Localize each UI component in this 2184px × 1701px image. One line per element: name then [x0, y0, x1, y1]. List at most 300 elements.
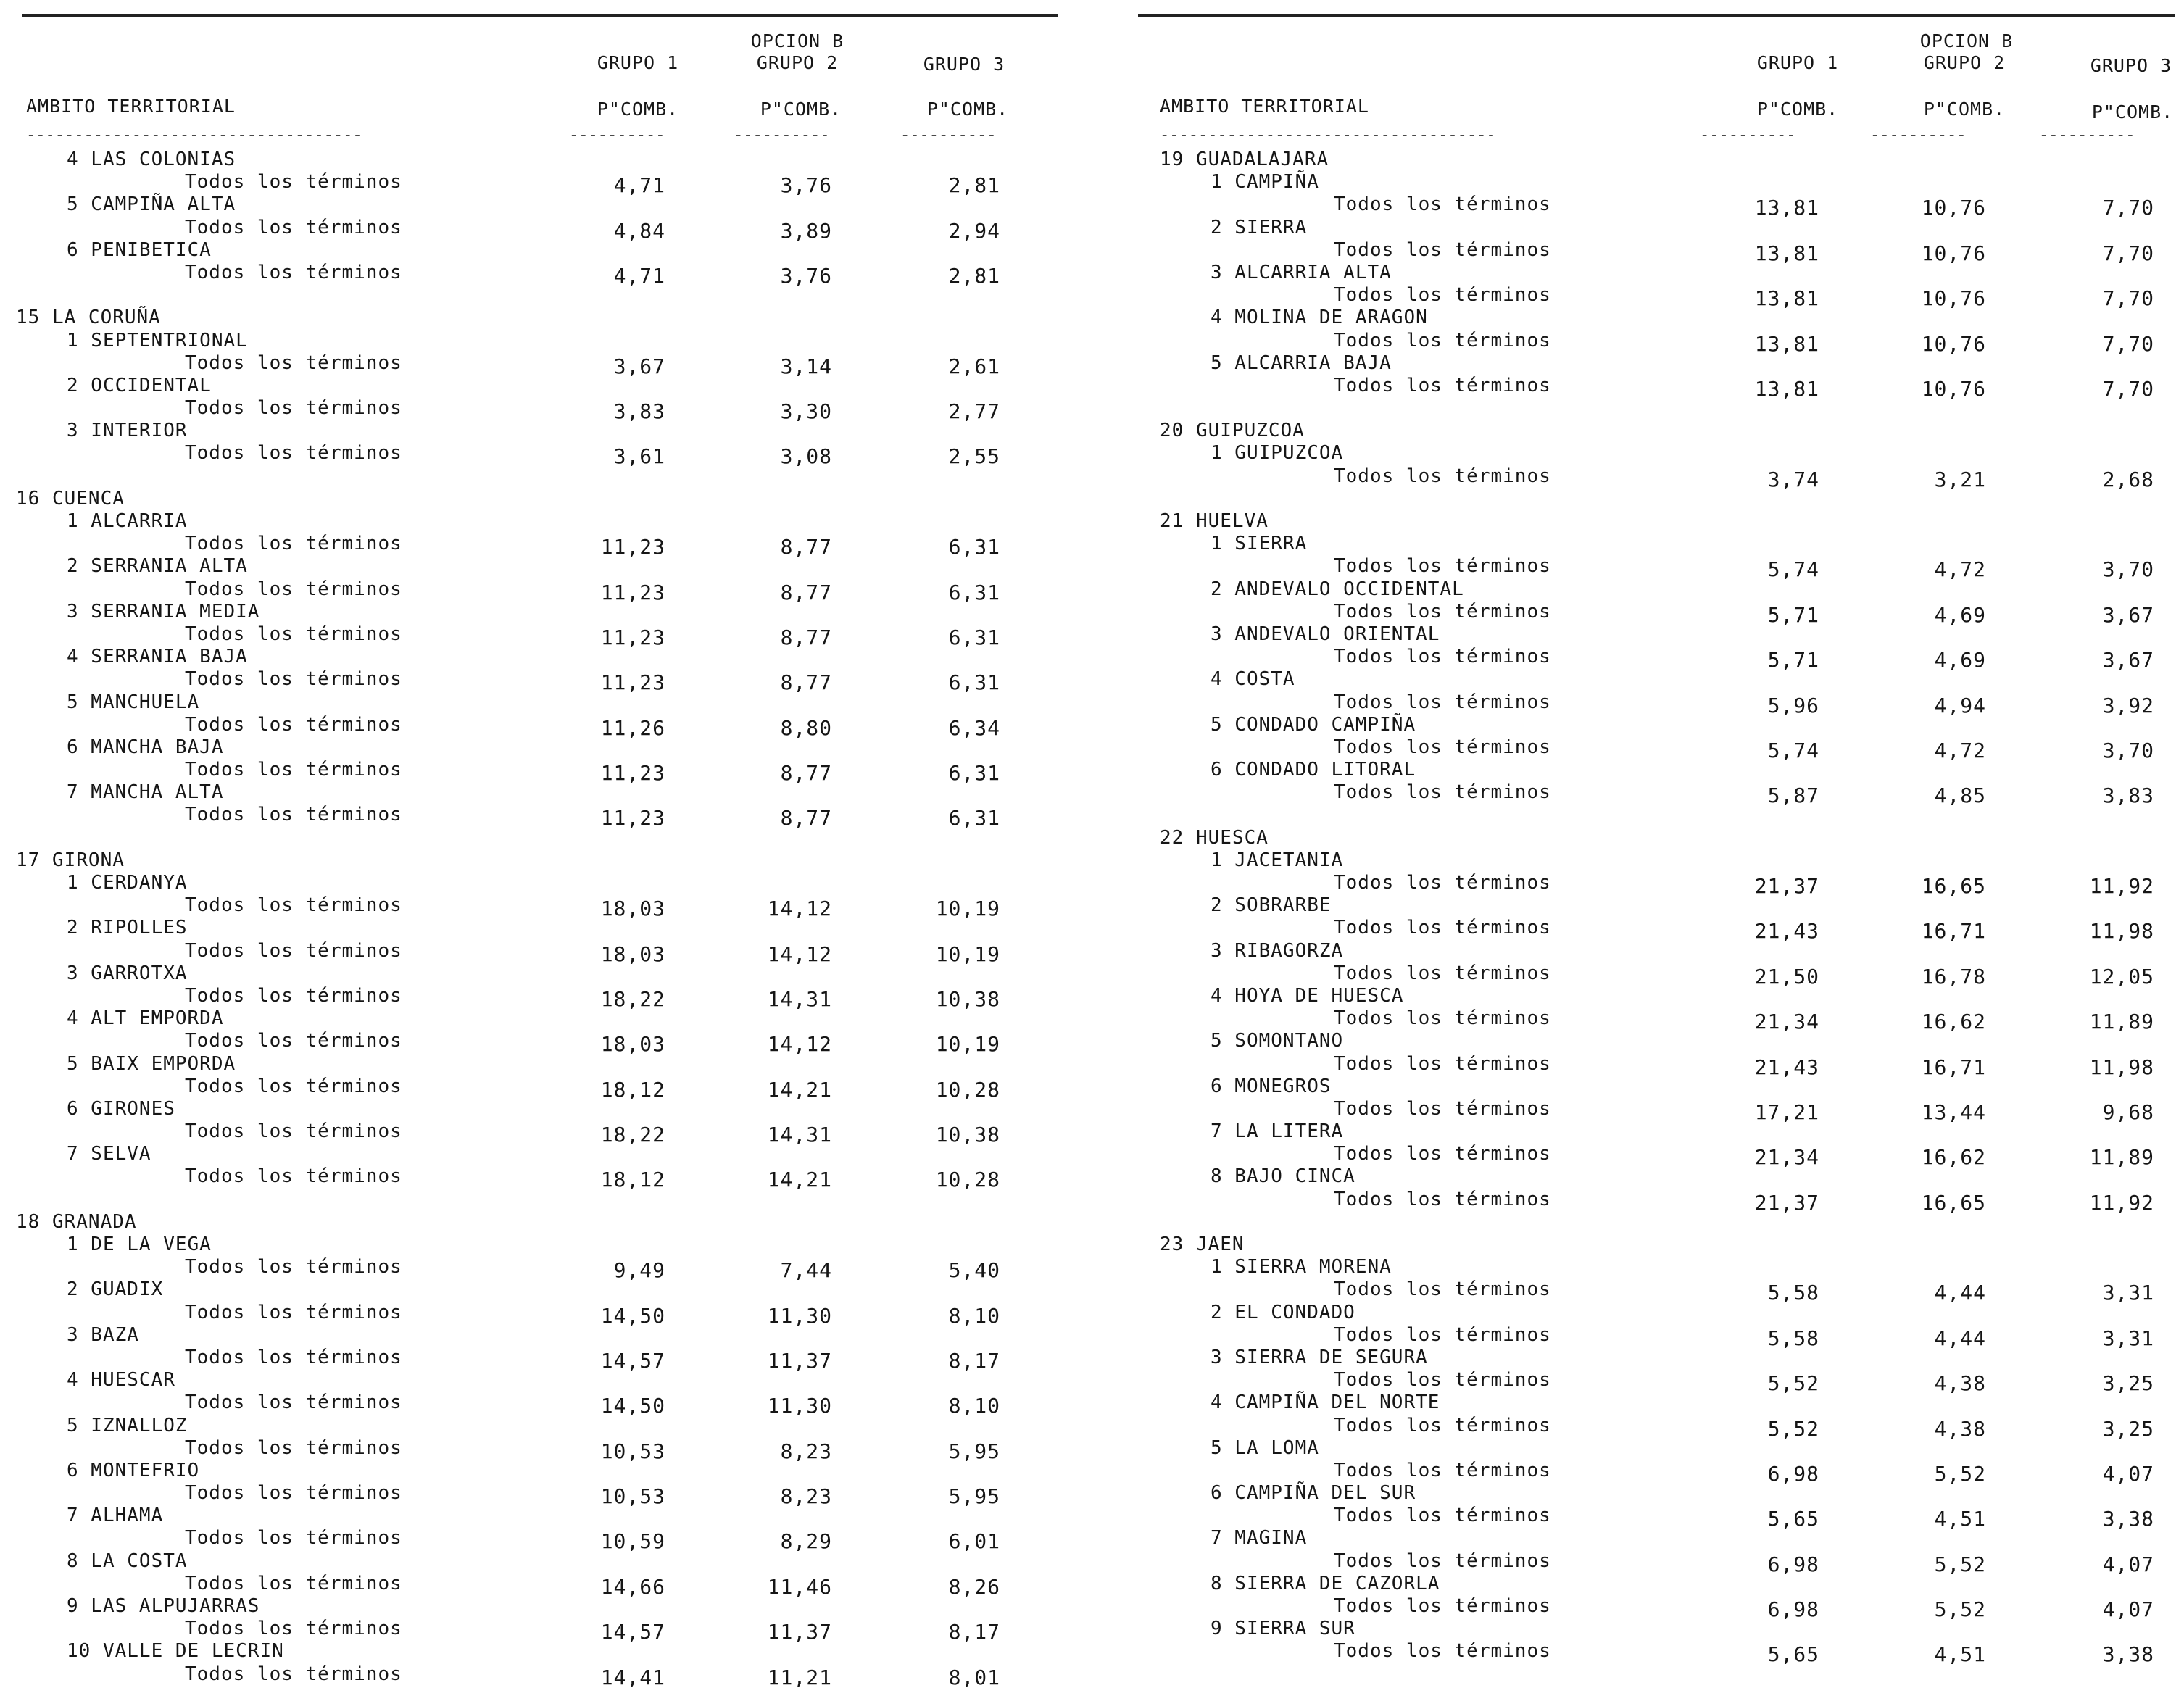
value-grupo3: 3,31	[2102, 1281, 2154, 1305]
value-grupo2: 14,12	[767, 941, 832, 966]
value-grupo3: 10,19	[935, 941, 1000, 966]
data-row	[0, 1663, 1066, 1689]
value-grupo3: 6,31	[948, 670, 1000, 695]
value-grupo3: 7,70	[2102, 196, 2154, 220]
value-grupo2: 8,23	[780, 1439, 832, 1463]
zone-name: 3 INTERIOR	[67, 420, 188, 442]
zone-row	[0, 601, 1066, 623]
zone-name: 4 ALT EMPORDA	[67, 1007, 224, 1030]
grupo1-unit: P"COMB.	[1756, 99, 1839, 120]
zone-name: 4 LAS COLONIAS	[67, 149, 236, 170]
value-grupo2: 3,14	[780, 354, 832, 378]
province-name: 22 HUESCA	[1160, 826, 1269, 849]
value-grupo1: 5,96	[1767, 693, 1819, 718]
value-grupo1: 4,71	[613, 173, 665, 198]
value-grupo1: 21,43	[1754, 919, 1819, 944]
zone-row	[0, 1098, 1066, 1120]
term-label: Todos los términos	[1334, 1278, 1551, 1301]
term-label: Todos los términos	[1334, 1188, 1551, 1210]
value-grupo1: 10,53	[600, 1484, 665, 1509]
zone-row	[1138, 1120, 2184, 1143]
value-grupo1: 18,22	[600, 986, 665, 1011]
data-row	[1138, 555, 2184, 582]
value-grupo1: 11,23	[600, 625, 665, 649]
value-grupo1: 13,81	[1754, 241, 1819, 265]
zone-name: 9 LAS ALPUJARRAS	[67, 1595, 260, 1617]
term-label: Todos los términos	[185, 442, 402, 465]
value-grupo2: 8,77	[780, 806, 832, 831]
zone-row	[1138, 1482, 2184, 1505]
value-grupo1: 6,98	[1767, 1461, 1819, 1486]
value-grupo3: 5,40	[948, 1258, 1000, 1283]
value-grupo2: 8,77	[780, 535, 832, 560]
zone-name: 4 MOLINA DE ARAGON	[1211, 307, 1428, 329]
value-grupo2: 14,12	[767, 897, 832, 921]
term-label: Todos los términos	[185, 759, 402, 781]
value-grupo2: 8,80	[780, 715, 832, 740]
value-grupo2: 4,44	[1934, 1326, 1986, 1350]
term-label: Todos los términos	[1334, 238, 1551, 261]
zone-row	[1138, 1573, 2184, 1595]
zone-name: 7 SELVA	[67, 1143, 151, 1165]
value-grupo2: 16,65	[1921, 874, 1986, 898]
value-grupo2: 16,78	[1921, 964, 1986, 989]
zone-name: 3 BAZA	[67, 1323, 139, 1346]
zone-name: 7 MANCHA ALTA	[67, 781, 224, 804]
value-grupo3: 9,68	[2102, 1099, 2154, 1124]
data-row	[1138, 962, 2184, 989]
zone-name: 4 HOYA DE HUESCA	[1211, 984, 1404, 1007]
value-grupo3: 4,07	[2102, 1552, 2154, 1576]
zone-name: 3 RIBAGORZA	[1211, 939, 1344, 962]
value-grupo2: 5,52	[1934, 1597, 1986, 1621]
value-grupo1: 13,81	[1754, 376, 1819, 401]
data-row	[1138, 284, 2184, 311]
left-body	[0, 149, 1066, 1689]
zone-name: 5 MANCHUELA	[67, 691, 200, 713]
value-grupo2: 7,44	[780, 1258, 832, 1283]
zone-row	[0, 555, 1066, 578]
value-grupo3: 3,70	[2102, 557, 2154, 582]
data-row	[0, 1256, 1066, 1283]
term-label: Todos los términos	[1334, 1595, 1551, 1617]
province-row	[0, 307, 1066, 329]
zone-name: 5 BAIX EMPORDA	[67, 1052, 236, 1075]
value-grupo1: 11,23	[600, 670, 665, 695]
value-grupo2: 16,71	[1921, 1055, 1986, 1079]
value-grupo3: 3,38	[2102, 1507, 2154, 1531]
term-label: Todos los términos	[1334, 1505, 1551, 1527]
value-grupo1: 5,71	[1767, 602, 1819, 627]
value-grupo2: 3,30	[780, 399, 832, 424]
zone-row	[0, 872, 1066, 894]
zone-row	[0, 510, 1066, 533]
term-label: Todos los términos	[185, 1346, 402, 1368]
zone-row	[1138, 940, 2184, 962]
value-grupo2: 11,30	[767, 1394, 832, 1418]
value-grupo3: 3,67	[2102, 602, 2154, 627]
zone-row	[1138, 759, 2184, 781]
value-grupo3: 6,01	[948, 1529, 1000, 1554]
value-grupo1: 5,58	[1767, 1326, 1819, 1350]
zone-row	[0, 1460, 1066, 1482]
value-grupo2: 10,76	[1921, 331, 1986, 356]
zone-row	[0, 1595, 1066, 1618]
spacer-row	[0, 465, 1066, 488]
zone-name: 7 MAGINA	[1211, 1527, 1308, 1550]
value-grupo3: 11,92	[2089, 874, 2154, 898]
term-label: Todos los términos	[185, 894, 402, 917]
data-row	[0, 668, 1066, 695]
data-row	[0, 1618, 1066, 1644]
zone-name: 2 SERRANIA ALTA	[67, 555, 248, 578]
value-grupo2: 10,76	[1921, 376, 1986, 401]
value-grupo1: 5,74	[1767, 738, 1819, 762]
data-row	[1138, 781, 2184, 808]
zone-row	[0, 1415, 1066, 1437]
spacer-row	[1138, 488, 2184, 510]
zone-row	[0, 239, 1066, 262]
value-grupo3: 3,67	[2102, 648, 2154, 673]
value-grupo3: 8,17	[948, 1348, 1000, 1373]
zone-name: 1 SIERRA MORENA	[1211, 1256, 1392, 1278]
value-grupo3: 11,92	[2089, 1190, 2154, 1215]
data-row	[1138, 1595, 2184, 1621]
value-grupo2: 3,76	[780, 173, 832, 198]
term-label: Todos los términos	[185, 1256, 402, 1278]
value-grupo1: 5,87	[1767, 783, 1819, 808]
term-label: Todos los términos	[185, 1075, 402, 1097]
spacer-row	[0, 284, 1066, 307]
zone-row	[0, 1143, 1066, 1165]
data-row	[1138, 329, 2184, 356]
right-body	[1138, 149, 2184, 1667]
value-grupo2: 4,72	[1934, 738, 1986, 762]
zone-row	[0, 330, 1066, 352]
data-row	[1138, 917, 2184, 944]
data-row	[1138, 374, 2184, 401]
value-grupo2: 3,08	[780, 444, 832, 469]
value-grupo1: 11,23	[600, 806, 665, 831]
zone-row	[0, 1053, 1066, 1076]
value-grupo1: 18,03	[600, 941, 665, 966]
value-grupo1: 21,50	[1754, 964, 1819, 989]
dash-rule-g3: ----------	[2039, 128, 2135, 144]
data-row	[1138, 238, 2184, 265]
data-row	[0, 171, 1066, 198]
value-grupo2: 4,38	[1934, 1371, 1986, 1396]
value-grupo1: 10,59	[600, 1529, 665, 1554]
value-grupo2: 8,23	[780, 1484, 832, 1509]
value-grupo2: 4,51	[1934, 1507, 1986, 1531]
value-grupo1: 3,83	[613, 399, 665, 424]
value-grupo1: 13,81	[1754, 196, 1819, 220]
zone-name: 6 CAMPIÑA DEL SUR	[1211, 1482, 1416, 1505]
term-label: Todos los términos	[185, 939, 402, 962]
term-label: Todos los términos	[1334, 646, 1551, 668]
value-grupo3: 3,25	[2102, 1371, 2154, 1396]
data-row	[0, 1572, 1066, 1599]
value-grupo3: 10,38	[935, 1123, 1000, 1147]
term-label: Todos los términos	[1334, 1143, 1551, 1165]
term-label: Todos los términos	[1334, 1640, 1551, 1663]
zone-row	[0, 646, 1066, 668]
data-row	[0, 1120, 1066, 1147]
zone-row	[1138, 1256, 2184, 1278]
value-grupo1: 21,34	[1754, 1010, 1819, 1034]
grupo3-unit: P"COMB.	[2091, 101, 2174, 122]
value-grupo1: 3,74	[1767, 467, 1819, 491]
data-row	[0, 1030, 1066, 1057]
spacer-row	[0, 827, 1066, 849]
data-row	[0, 216, 1066, 243]
term-label: Todos los términos	[185, 397, 402, 420]
value-grupo1: 5,65	[1767, 1507, 1819, 1531]
zone-row	[1138, 1076, 2184, 1098]
value-grupo1: 17,21	[1754, 1099, 1819, 1124]
value-grupo2: 11,37	[767, 1620, 832, 1644]
zone-name: 1 JACETANIA	[1211, 849, 1344, 871]
province-name: 21 HUELVA	[1160, 510, 1269, 532]
zone-name: 5 CAMPIÑA ALTA	[67, 194, 236, 216]
value-grupo3: 11,89	[2089, 1010, 2154, 1034]
value-grupo3: 2,55	[948, 444, 1000, 469]
zone-name: 3 ALCARRIA ALTA	[1211, 261, 1392, 283]
term-label: Todos los términos	[185, 171, 402, 194]
value-grupo1: 6,98	[1767, 1597, 1819, 1621]
data-row	[1138, 1369, 2184, 1396]
zone-row	[0, 194, 1066, 216]
grupo2-unit: P"COMB.	[1923, 99, 2006, 120]
value-grupo3: 2,94	[948, 218, 1000, 243]
zone-row	[0, 1234, 1066, 1256]
term-label: Todos los términos	[1334, 1097, 1551, 1120]
value-grupo3: 5,95	[948, 1484, 1000, 1509]
term-label: Todos los términos	[185, 1618, 402, 1640]
term-label: Todos los términos	[185, 533, 402, 555]
value-grupo3: 8,17	[948, 1620, 1000, 1644]
value-grupo1: 9,49	[613, 1258, 665, 1283]
term-label: Todos los términos	[1334, 736, 1551, 758]
value-grupo1: 6,98	[1767, 1552, 1819, 1576]
zone-name: 6 MANCHA BAJA	[67, 736, 224, 758]
value-grupo1: 3,67	[613, 354, 665, 378]
value-grupo3: 3,25	[2102, 1416, 2154, 1441]
term-label: Todos los términos	[185, 1527, 402, 1550]
term-label: Todos los términos	[1334, 1459, 1551, 1481]
value-grupo2: 10,76	[1921, 286, 1986, 311]
value-grupo3: 6,31	[948, 580, 1000, 604]
value-grupo1: 11,23	[600, 535, 665, 560]
value-grupo3: 7,70	[2102, 286, 2154, 311]
data-row	[0, 804, 1066, 831]
value-grupo1: 11,23	[600, 580, 665, 604]
value-grupo2: 4,94	[1934, 693, 1986, 718]
province-name: 15 LA CORUÑA	[16, 307, 161, 329]
zone-name: 7 LA LITERA	[1211, 1120, 1344, 1143]
value-grupo3: 5,95	[948, 1439, 1000, 1463]
zone-name: 2 EL CONDADO	[1211, 1301, 1355, 1323]
value-grupo1: 14,57	[600, 1620, 665, 1644]
term-label: Todos los términos	[185, 1436, 402, 1459]
data-row	[1138, 1414, 2184, 1441]
zone-name: 2 SOBRARBE	[1211, 894, 1332, 917]
dash-rule-g1: ----------	[569, 128, 665, 144]
data-row	[1138, 1097, 2184, 1124]
value-grupo3: 6,31	[948, 761, 1000, 786]
zone-name: 5 SOMONTANO	[1211, 1030, 1344, 1052]
data-row	[0, 352, 1066, 378]
data-row	[0, 1301, 1066, 1328]
value-grupo1: 10,53	[600, 1439, 665, 1463]
zone-row	[1138, 894, 2184, 917]
zone-row	[1138, 1302, 2184, 1324]
province-name: 17 GIRONA	[16, 849, 125, 871]
value-grupo2: 10,76	[1921, 241, 1986, 265]
term-label: Todos los términos	[185, 668, 402, 691]
value-grupo3: 7,70	[2102, 241, 2154, 265]
data-row	[0, 533, 1066, 560]
value-grupo1: 4,84	[613, 218, 665, 243]
zone-row	[1138, 849, 2184, 872]
zone-row	[1138, 533, 2184, 555]
value-grupo3: 10,28	[935, 1077, 1000, 1102]
province-row	[0, 1211, 1066, 1234]
zone-row	[1138, 985, 2184, 1007]
value-grupo3: 3,70	[2102, 738, 2154, 762]
value-grupo2: 14,21	[767, 1168, 832, 1192]
value-grupo2: 4,69	[1934, 648, 1986, 673]
term-label: Todos los términos	[185, 1030, 402, 1052]
value-grupo2: 16,62	[1921, 1010, 1986, 1034]
value-grupo3: 2,77	[948, 399, 1000, 424]
data-row	[0, 1482, 1066, 1509]
zone-name: 4 CAMPIÑA DEL NORTE	[1211, 1392, 1440, 1414]
zone-row	[1138, 1030, 2184, 1052]
term-label: Todos los términos	[1334, 329, 1551, 352]
term-label: Todos los términos	[185, 578, 402, 600]
zone-name: 10 VALLE DE LECRIN	[67, 1640, 284, 1663]
value-grupo2: 8,77	[780, 625, 832, 649]
zone-name: 5 LA LOMA	[1211, 1436, 1319, 1459]
value-grupo3: 6,31	[948, 625, 1000, 649]
value-grupo3: 2,68	[2102, 467, 2154, 491]
zone-name: 6 GIRONES	[67, 1097, 175, 1120]
term-label: Todos los términos	[1334, 284, 1551, 307]
value-grupo1: 5,52	[1767, 1371, 1819, 1396]
value-grupo3: 3,38	[2102, 1642, 2154, 1667]
data-row	[1138, 1640, 2184, 1667]
value-grupo1: 14,66	[600, 1574, 665, 1599]
zone-name: 4 COSTA	[1211, 668, 1295, 691]
data-row	[1138, 1550, 2184, 1576]
data-row	[0, 1165, 1066, 1192]
term-label: Todos los términos	[185, 984, 402, 1007]
top-rule	[22, 14, 1058, 17]
zone-row	[1138, 1618, 2184, 1640]
value-grupo2: 4,69	[1934, 602, 1986, 627]
term-label: Todos los términos	[185, 352, 402, 374]
data-row	[0, 442, 1066, 469]
value-grupo1: 13,81	[1754, 286, 1819, 311]
zone-name: 2 ANDEVALO OCCIDENTAL	[1211, 578, 1464, 600]
value-grupo3: 8,26	[948, 1574, 1000, 1599]
term-label: Todos los términos	[1334, 1323, 1551, 1346]
zone-name: 4 SERRANIA BAJA	[67, 646, 248, 668]
value-grupo2: 14,12	[767, 1032, 832, 1057]
zone-name: 8 LA COSTA	[67, 1550, 188, 1572]
province-row	[0, 849, 1066, 872]
value-grupo1: 5,58	[1767, 1281, 1819, 1305]
value-grupo3: 8,10	[948, 1394, 1000, 1418]
province-row	[1138, 827, 2184, 849]
value-grupo2: 11,37	[767, 1348, 832, 1373]
grupo2-unit: P"COMB.	[760, 99, 842, 120]
term-label: Todos los términos	[1334, 1414, 1551, 1436]
value-grupo2: 3,76	[780, 263, 832, 288]
value-grupo3: 10,38	[935, 986, 1000, 1011]
value-grupo2: 4,51	[1934, 1642, 1986, 1667]
value-grupo1: 21,37	[1754, 874, 1819, 898]
data-row	[0, 261, 1066, 288]
zone-row	[1138, 1527, 2184, 1550]
data-row	[1138, 1188, 2184, 1215]
province-row	[1138, 420, 2184, 442]
zone-row	[1138, 714, 2184, 736]
value-grupo1: 13,81	[1754, 331, 1819, 356]
zone-name: 3 ANDEVALO ORIENTAL	[1211, 623, 1440, 645]
value-grupo2: 8,77	[780, 761, 832, 786]
zone-row	[0, 917, 1066, 939]
province-name: 16 CUENCA	[16, 487, 125, 510]
value-grupo3: 3,92	[2102, 693, 2154, 718]
zone-name: 8 SIERRA DE CAZORLA	[1211, 1572, 1440, 1594]
value-grupo1: 21,37	[1754, 1190, 1819, 1215]
data-row	[0, 1527, 1066, 1554]
zone-name: 2 OCCIDENTAL	[67, 374, 212, 396]
zone-row	[1138, 171, 2184, 194]
value-grupo2: 8,29	[780, 1529, 832, 1554]
zone-row	[0, 1324, 1066, 1347]
dash-rule-g1: ----------	[1700, 128, 1796, 144]
term-label: Todos los términos	[1334, 962, 1551, 984]
term-label: Todos los términos	[1334, 1369, 1551, 1392]
grupo3-unit: P"COMB.	[926, 99, 1009, 120]
value-grupo3: 8,10	[948, 1303, 1000, 1328]
data-row	[1138, 1278, 2184, 1305]
province-name: 18 GRANADA	[16, 1210, 137, 1233]
term-label: Todos los términos	[1334, 1550, 1551, 1572]
value-grupo1: 5,74	[1767, 557, 1819, 582]
value-grupo2: 14,21	[767, 1077, 832, 1102]
value-grupo2: 3,21	[1934, 467, 1986, 491]
value-grupo3: 10,19	[935, 1032, 1000, 1057]
zone-name: 6 CONDADO LITORAL	[1211, 759, 1416, 781]
term-label: Todos los términos	[1334, 194, 1551, 216]
term-label: Todos los términos	[1334, 872, 1551, 894]
value-grupo3: 4,07	[2102, 1461, 2154, 1486]
ambito-header: AMBITO TERRITORIAL	[1160, 96, 1369, 117]
data-row	[1138, 194, 2184, 220]
zone-row	[0, 736, 1066, 759]
province-row	[1138, 1234, 2184, 1256]
spacer-row	[1138, 397, 2184, 420]
data-row	[0, 713, 1066, 740]
data-row	[1138, 1143, 2184, 1170]
zone-row	[1138, 623, 2184, 646]
ambito-header: AMBITO TERRITORIAL	[26, 96, 236, 117]
dash-rule-ambito: -----------------------------------	[26, 128, 362, 144]
